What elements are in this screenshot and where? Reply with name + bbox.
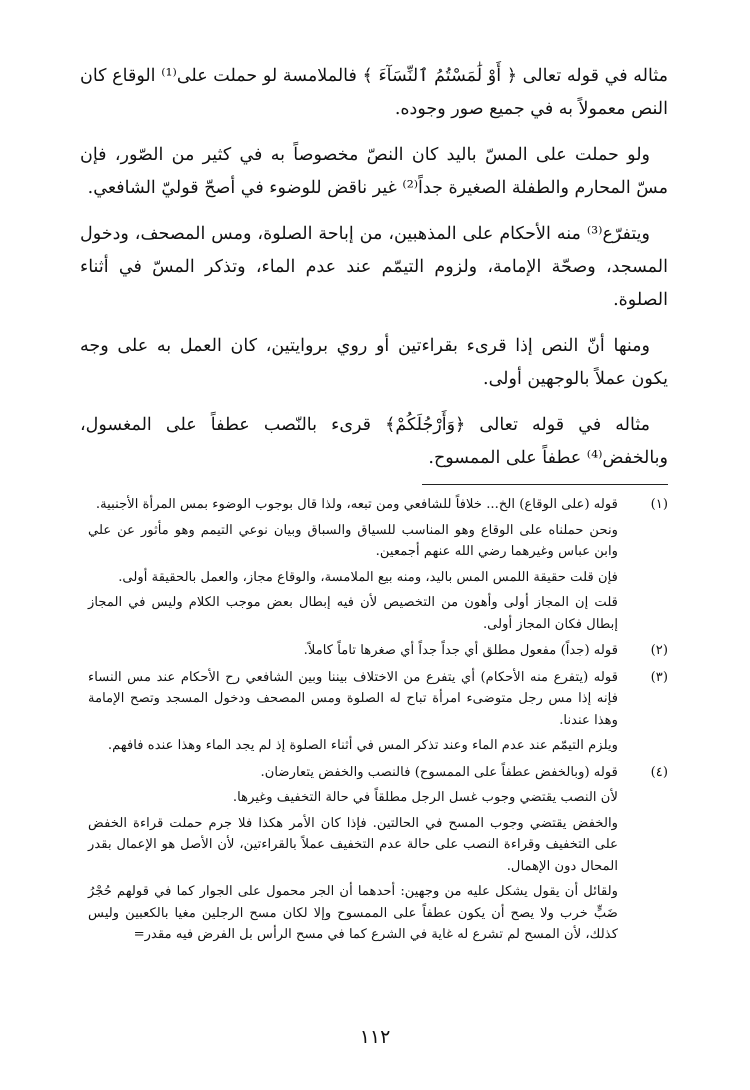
footnote-separator (422, 484, 668, 485)
footnote-line: قوله (على الوقاع) الخ... خلافاً للشافعي ومن تبعه، ولذا قال بوجوب الوضوء بمس المرأة الأجنبية. (95, 497, 618, 512)
page-number: ١١٢ (359, 1026, 391, 1048)
footnote-1 (88, 494, 672, 635)
footnote-line: قوله (جداً) مفعول مطلق أي جداً جداً أي صغرها تاماً كاملاً. (303, 643, 618, 658)
footnote-number: (٤) (650, 764, 668, 780)
footnote-line: ونحن حملناه على الوقاع وهو المناسب للسياق والسباق وبيان نوعي التيمم وهو مأثور عن علي وابن عباس وغيرهما رضي الله عنهم أجمعين. (88, 522, 618, 559)
paragraph-2: ولو حملت على المسّ باليد كان النصّ مخصوصاً به في كثير من الصّور، فإن مسّ المحارم والطفلة الصغيرة جداً⁽²⁾ غير ناقض للوضوء في أصحّ قوليّ الشافعي. (80, 145, 668, 198)
footnote-line: ولقائل أن يقول يشكل عليه من وجهين: أحدهما أن الجر محمول على الجوار كما في قولهم حُجْرُ ضَبٍّ خرب ولا يصح أن يكون عطفاً على الممسوح وإلا لكان مسح الرجلين مغيا بالكعبين وليس كذلك، لأن المسح لم تشرع له غاية في الشرع كما في مسح الرأس بل الفرض فيه مقدر= (88, 884, 618, 942)
footnote-number: (١) (650, 497, 668, 512)
footnotes (88, 494, 672, 951)
paragraph-5: مثاله في قوله تعالى ﴿وَأَرْجُلَكُمْ﴾ قرىء بالنّصب عطفاً على المغسول، وبالخفض⁽⁴⁾ عطفاً على الممسوح. (80, 415, 668, 468)
footnote-line: قوله (يتفرع منه الأحكام) أي يتفرع من الاختلاف بيننا وبين الشافعي رح الأحكام عند مس النساء فإنه إذا مس رجل متوضىء امرأة تباح له الصلوة ومس المصحف ودخول المسجد وتصح الإمامة وهذا عندنا. (88, 669, 618, 728)
paragraph-1: مثاله في قوله تعالى ﴿ أَوْ لَٰمَسْتُمُ ٱلنِّسَآءَ ﴾ فالملامسة لو حملت على⁽¹⁾ الوقاع كان النص معمولاً به في جميع صور وجوده. (80, 66, 668, 119)
paragraph-4: ومنها أنّ النص إذا قرىء بقراءتين أو روي بروايتين، كان العمل به على وجه يكون عملاً بالوجهين أولى. (80, 336, 668, 389)
footnote-4 (88, 762, 672, 946)
footnote-line: والخفض يقتضي وجوب المسح في الحالتين. فإذا كان الأمر هكذا فلا جرم حملت قراءة الخفض على التخفيف وقراءة النصب على حالة عدم التخفيف عملاً بالقراءتين، لأن الأصل هو الإعمال بقدر المحال دون الإهمال. (88, 815, 618, 874)
footnote-number: (٣) (650, 669, 668, 685)
footnote-line: لأن النصب يقتضي وجوب غسل الرجل مطلقاً في حالة التخفيف وغيرها. (232, 790, 618, 805)
footnote-2 (88, 640, 672, 662)
main-text (80, 60, 668, 488)
footnote-line: فإن قلت حقيقة اللمس المس باليد، ومنه بيع الملامسة، والوقاع مجاز، والعمل بالحقيقة أولى. (118, 569, 618, 585)
footnote-line: ويلزم التيمّم عند عدم الماء وعند تذكر المس في أثناء الصلوة إذ لم يجد الماء وهذا عنده فافهم. (107, 738, 618, 753)
footnote-line: قلت إن المجاز أولى وأهون من التخصيص لأن فيه إبطال بعض موجب الكلام وليس في المجاز إبطال فكان المجاز أولى. (88, 595, 618, 632)
footnote-number: (٢) (650, 643, 668, 658)
footnote-3 (88, 667, 672, 757)
paragraph-3: ويتفرّع⁽³⁾ منه الأحكام على المذهبين، من إباحة الصلوة، ومس المصحف، ودخول المسجد، وصحّة الإمامة، ولزوم التيمّم عند عدم الماء، وتذكر المسّ في أثناء الصلوة. (80, 224, 668, 310)
footnote-line: قوله (وبالخفض عطفاً على الممسوح) فالنصب والخفض يتعارضان. (260, 764, 618, 780)
